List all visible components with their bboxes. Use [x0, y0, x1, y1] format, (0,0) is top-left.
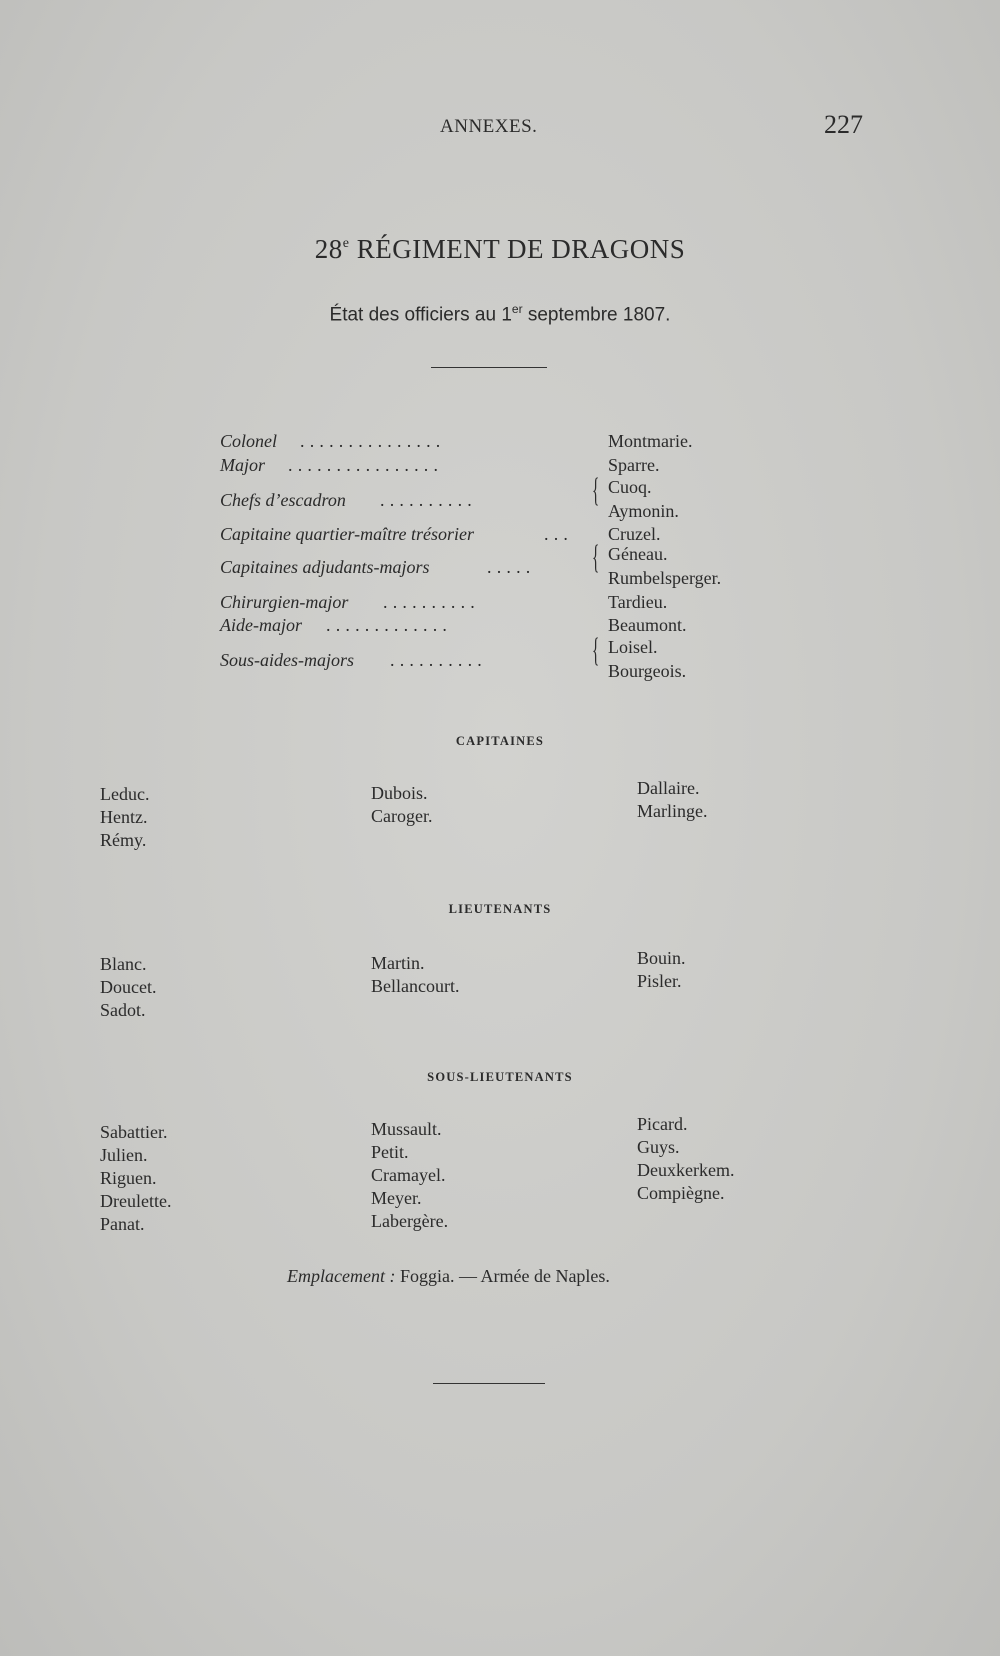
staff-label-sous-aides-majors: Sous-aides-majors: [220, 650, 354, 670]
leader-dots: .....: [487, 557, 536, 577]
emplacement-label: Emplacement :: [287, 1266, 396, 1286]
list-item: Rémy.: [100, 830, 147, 850]
staff-label-aide-major: Aide-major: [220, 615, 302, 635]
staff-name-adjudants-majors-1: Géneau.: [608, 544, 668, 564]
emplacement-text: Foggia. — Armée de Naples.: [399, 1266, 610, 1286]
regiment-name: RÉGIMENT DE DRAGONS: [356, 234, 686, 264]
staff-name-capitaine-tresorier: Cruzel.: [608, 524, 661, 544]
brace-icon: {: [592, 472, 600, 509]
leader-dots: ..........: [390, 650, 487, 670]
brace-icon: {: [592, 632, 600, 669]
regiment-number: 28: [314, 234, 343, 264]
list-item: Mussault.: [371, 1119, 442, 1139]
staff-label-capitaine-tresorier: Capitaine quartier-maître trésorier: [220, 524, 474, 544]
list-item: Leduc.: [100, 784, 150, 804]
regiment-number-suffix: e: [342, 236, 350, 251]
leader-dots: ..........: [383, 592, 480, 612]
list-item: Caroger.: [371, 806, 433, 826]
leader-dots: ...: [544, 524, 574, 544]
list-item: Dallaire.: [637, 778, 700, 798]
list-item: Cramayel.: [371, 1165, 446, 1185]
divider-bottom: [433, 1383, 545, 1384]
list-item: Hentz.: [100, 807, 148, 827]
section-heading-lieutenants: LIEUTENANTS: [448, 902, 552, 916]
list-item: Dreulette.: [100, 1191, 172, 1211]
list-item: Marlinge.: [637, 801, 708, 821]
section-heading-capitaines: CAPITAINES: [455, 734, 545, 748]
leader-dots: .............: [326, 615, 453, 635]
list-item: Bellancourt.: [371, 976, 460, 996]
staff-name-adjudants-majors-2: Rumbelsperger.: [608, 568, 722, 588]
list-item: Deuxkerkem.: [637, 1160, 735, 1180]
list-item: Guys.: [637, 1137, 680, 1157]
list-item: Pisler.: [637, 971, 682, 991]
running-head: ANNEXES.: [440, 116, 538, 137]
list-item: Meyer.: [371, 1188, 422, 1208]
staff-name-aide-major: Beaumont.: [608, 615, 687, 635]
list-item: Blanc.: [100, 954, 147, 974]
section-heading-sous-lieutenants: SOUS-LIEUTENANTS: [427, 1070, 573, 1084]
list-item: Dubois.: [371, 783, 428, 803]
staff-name-chirurgien-major: Tardieu.: [608, 592, 668, 612]
list-item: Julien.: [100, 1145, 148, 1165]
divider-top: [431, 367, 547, 368]
list-item: Martin.: [371, 953, 425, 973]
list-item: Riguen.: [100, 1168, 157, 1188]
list-item: Petit.: [371, 1142, 409, 1162]
brace-icon: {: [592, 539, 600, 576]
staff-label-major: Major: [220, 455, 265, 475]
emplacement-line: [287, 1266, 610, 1287]
list-item: Sabattier.: [100, 1122, 168, 1142]
staff-label-chefs-escadron: Chefs d’escadron: [220, 490, 346, 510]
subtitle-text: État des officiers au 1: [329, 304, 512, 326]
list-item: Panat.: [100, 1214, 145, 1234]
staff-label-adjudants-majors: Capitaines adjudants-majors: [220, 557, 430, 577]
staff-name-sous-aides-majors-2: Bourgeois.: [608, 661, 687, 681]
leader-dots: ...............: [300, 431, 446, 451]
page-title: [0, 234, 1000, 265]
leader-dots: ................: [288, 455, 444, 475]
leader-dots: ..........: [380, 490, 477, 510]
page-subtitle: [0, 302, 1000, 326]
list-item: Picard.: [637, 1114, 688, 1134]
subtitle-date: septembre 1807.: [522, 304, 671, 326]
list-item: Bouin.: [637, 948, 686, 968]
staff-name-sous-aides-majors-1: Loisel.: [608, 637, 658, 657]
list-item: Doucet.: [100, 977, 157, 997]
list-item: Compiègne.: [637, 1183, 725, 1203]
staff-name-chefs-escadron-1: Cuoq.: [608, 477, 652, 497]
staff-label-chirurgien-major: Chirurgien-major: [220, 592, 349, 612]
subtitle-superscript: er: [511, 302, 523, 316]
page-number: 227: [824, 110, 863, 139]
list-item: Sadot.: [100, 1000, 146, 1020]
staff-name-major: Sparre.: [608, 455, 660, 475]
staff-name-chefs-escadron-2: Aymonin.: [608, 501, 679, 521]
list-item: Labergère.: [371, 1211, 449, 1231]
staff-label-colonel: Colonel: [220, 431, 277, 451]
staff-name-colonel: Montmarie.: [608, 431, 693, 451]
